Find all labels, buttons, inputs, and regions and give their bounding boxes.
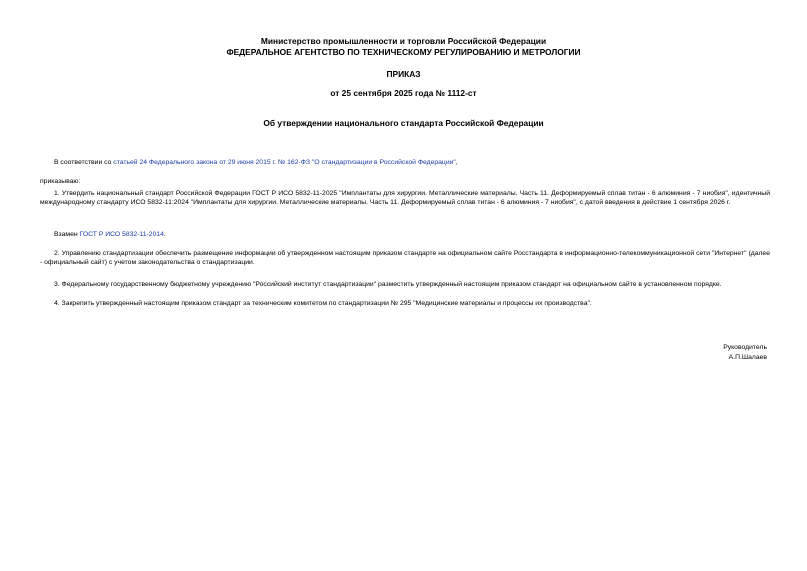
replacement-prefix: Взамен	[54, 231, 80, 238]
document-date-number: от 25 сентября 2025 года № 1112-ст	[330, 88, 477, 98]
order-item-2: 2. Управлению стандартизации обеспечить размещение информации об утвержденном настоящим приказом стандарте на официальном сайте Росстандарта в информационно-телекоммуникационной сети "Интернет" (далее - официальный сайт) с учетом законодательства о стандартизации.	[40, 250, 770, 266]
order-word: приказываю:	[40, 178, 81, 185]
intro-prefix: В соответствии со	[54, 159, 114, 166]
document-type: ПРИКАЗ	[386, 69, 421, 79]
signatory-name: А.П.Шалаев	[728, 354, 767, 361]
order-item-4: 4. Закрепить утвержденный настоящим приказом стандарт за техническим комитетом по стандартизации № 295 "Медицинские материалы и процессы их производства".	[54, 300, 592, 307]
replaced-standard-link[interactable]: ГОСТ Р ИСО 5832-11-2014	[79, 231, 164, 238]
agency-name: ФЕДЕРАЛЬНОЕ АГЕНТСТВО ПО ТЕХНИЧЕСКОМУ РЕГУЛИРОВАНИЮ И МЕТРОЛОГИИ	[226, 47, 581, 57]
federal-law-link[interactable]: статьей 24 Федерального закона от 29 июня 2015 г. № 162-ФЗ "О стандартизации в Российской Федерации"	[113, 159, 456, 166]
intro-paragraph	[40, 158, 770, 167]
replacement-suffix: .	[163, 231, 166, 238]
order-item-1: 1. Утвердить национальный стандарт Российской Федерации ГОСТ Р ИСО 5832-11-2025 "Имплантаты для хирургии. Металлические материалы. Часть 11. Деформируемый сплав титан - 6 алюминия - 7 ниобия", идентичный международному стандарту ИСО 5832-11:2024 "Имплантаты для хирургии. Металлические материалы. Часть 11. Деформируемый сплав титан - 6 алюминия - 7 ниобия", с датой введения в действие 1 сентября 2026 г.	[40, 190, 770, 206]
document-title: Об утверждении национального стандарта Российской Федерации	[263, 118, 544, 128]
ministry-name: Министерство промышленности и торговли Российской Федерации	[260, 36, 547, 46]
intro-suffix: ,	[455, 159, 458, 166]
signatory-position: Руководитель	[723, 344, 767, 351]
order-item-3: 3. Федеральному государственному бюджетному учреждению "Российский институт стандартизации" разместить утвержденный настоящим приказом стандарт на официальном сайте в установленном порядке.	[54, 281, 722, 288]
replacement-paragraph	[40, 230, 770, 239]
